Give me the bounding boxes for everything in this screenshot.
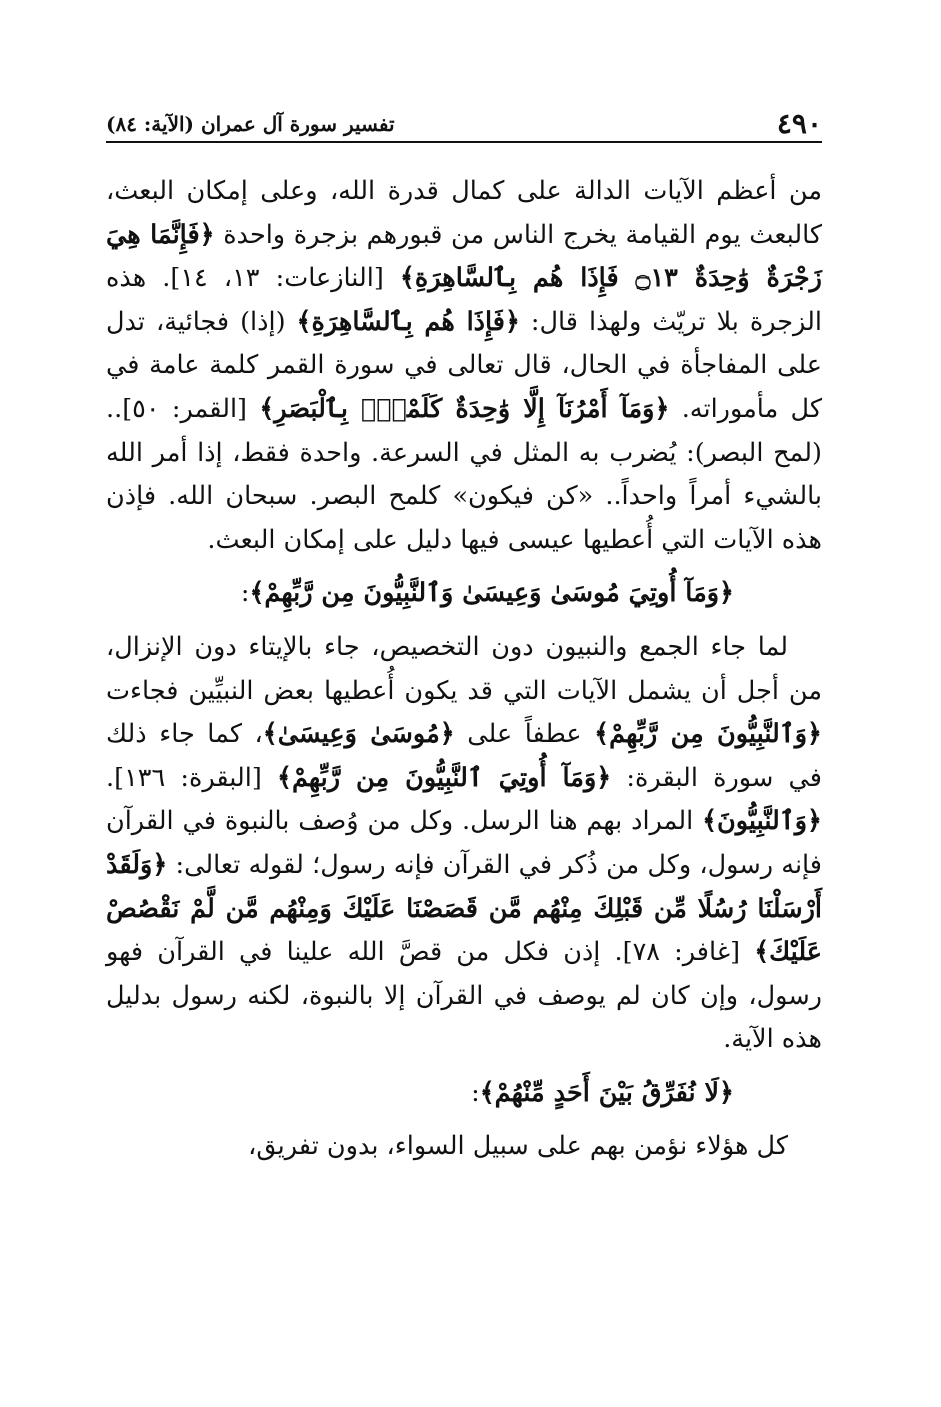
verse-heading: [106, 572, 822, 616]
paragraph-text: :: [240, 578, 250, 609]
paragraph-text: من أعظم الآيات الدالة على كمال قدرة الله، وعلى إمكان البعث، كالبعث يوم القيامة يخرج الناس من قبورهم بزجرة واحدة: [106, 176, 823, 250]
paragraph-text: :: [471, 1077, 480, 1108]
page-header: [106, 98, 822, 138]
paragraph-text: [غافر: ٧٨]. إذن فكل من قصَّ الله علينا في القرآن فهو رسول، وإن كان لم يوصف في القرآن إلا بالنبوة، لكنه رسول بدليل هذه الآية.: [106, 937, 822, 1055]
paragraph-text: لما جاء الجمع والنبيون دون التخصيص، جاء بالإيتاء دون الإنزال، من أجل أن يشمل الآيات التي قد يكون أُعطيها بعض النبيِّين فجاءت: [106, 631, 822, 706]
quran-quote: ﴿وَمَآ أُوتِيَ ٱلنَّبِيُّونَ مِن رَّبِّهِمْ﴾: [277, 762, 612, 793]
paragraph-text: [النازعات: ١٣، ١٤]. هذه الزجرة بلا تريّث ولهذا قال:: [106, 263, 822, 337]
paragraph-text: عطفاً على: [454, 719, 595, 750]
quran-quote: ﴿وَلَقَدْ أَرْسَلْنَا رُسُلًا مِّن قَبْلِكَ مِنْهُم مَّن قَصَصْنَا عَلَيْكَ وَمِنْهُم مَّن لَّمْ نَقْصُصْ عَلَيْكَ﴾: [106, 849, 822, 968]
quran-quote: ﴿وَٱلنَّبِيُّونَ﴾: [702, 806, 822, 837]
header-divider: [106, 141, 822, 143]
quran-quote: ﴿مُوسَىٰ وَعِيسَىٰ﴾: [262, 719, 455, 750]
body-paragraph: [106, 170, 822, 562]
paragraph-text: [البقرة: ١٣٦].: [106, 762, 277, 793]
running-title: تفسير سورة آل عمران (الآية: ٨٤): [106, 112, 395, 136]
paragraph-text: كل هؤلاء نؤمن بهم على سبيل السواء، بدون تفريق،: [248, 1131, 788, 1162]
body-paragraph: [106, 1125, 822, 1169]
paragraph-text: (إذا) فجائية، تدل على المفاجأة في الحال، قال تعالى في سورة القمر كلمة عامة في كل مأموراته.: [106, 306, 822, 424]
quran-quote: ﴿لَا نُفَرِّقُ بَيْنَ أَحَدٍ مِّنْهُمْ﴾: [479, 1077, 734, 1108]
body-paragraph: [106, 626, 822, 1062]
quran-quote: ﴿وَمَآ أُوتِيَ مُوسَىٰ وَعِيسَىٰ وَٱلنَّبِيُّونَ مِن رَّبِّهِمْ﴾: [249, 578, 734, 609]
quran-quote: ﴿وَٱلنَّبِيُّونَ مِن رَّبِّهِمْ﴾: [594, 719, 822, 750]
paragraph-text: المراد بهم هنا الرسل. وكل من وُصف بالنبوة في القرآن فإنه رسول، وكل من ذُكر في القرآن فإنه رسول؛ لقوله تعالى:: [106, 806, 822, 880]
page-body: [106, 170, 822, 1169]
verse-heading: [106, 1072, 822, 1116]
page-number: ٤٩٠: [776, 107, 822, 140]
paragraph-text: [القمر: ٥٠].. (لمح البصر): يُضرب به المثل في السرعة. واحدة فقط، إذا أمر الله بالشيء أمراً واحداً.. «كن فيكون» كلمح البصر. سبحان الله. فإذن هذه الآيات التي أُعطيها عيسى فيها دليل على إمكان البعث.: [106, 393, 822, 555]
paragraph-text: ، كما جاء ذلك في سورة البقرة:: [106, 719, 822, 793]
quran-quote: ﴿وَمَآ أَمْرُنَآ إِلَّا وَٰحِدَةٌ كَلَمْحٍۭ بِٱلْبَصَرِ﴾: [259, 393, 670, 424]
quran-quote: ﴿فَإِذَا هُم بِٱلسَّاهِرَةِ﴾: [296, 306, 520, 337]
quran-quote: ﴿فَإِنَّمَا هِيَ زَجْرَةٌ وَٰحِدَةٌ ۝١٣ فَإِذَا هُم بِٱلسَّاهِرَةِ﴾: [106, 219, 822, 294]
